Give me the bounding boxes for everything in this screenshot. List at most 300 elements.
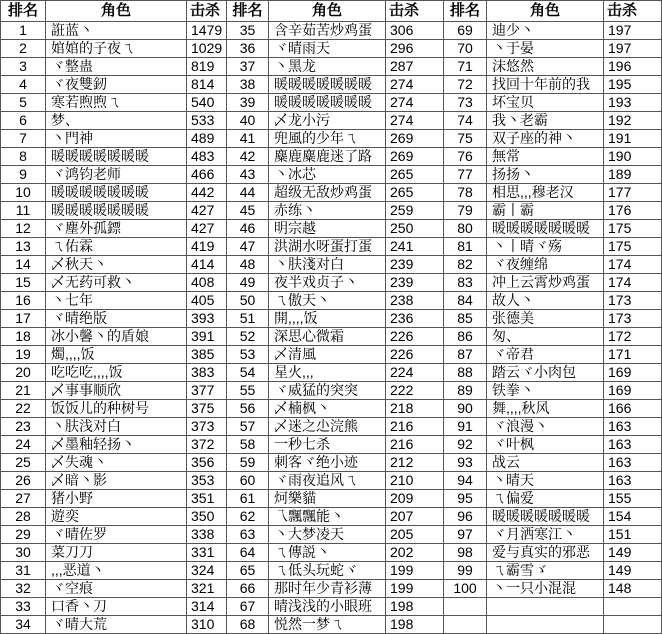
name-cell: ヾ月洒寒江丶	[487, 526, 604, 544]
kills-cell: 819	[187, 58, 227, 76]
rank-cell: 42	[227, 148, 269, 166]
kills-cell: 393	[187, 310, 227, 328]
rank-cell: 47	[227, 238, 269, 256]
header-rank: 排名	[444, 1, 487, 22]
name-cell: 暖暖暖暖暖暖暖	[487, 220, 604, 238]
name-cell: 丶肤浅对白	[46, 418, 187, 436]
kills-cell: 216	[386, 436, 444, 454]
kills-cell: 195	[604, 76, 662, 94]
name-cell: 匆、	[487, 328, 604, 346]
name-cell: ヾ浪漫丶	[487, 418, 604, 436]
name-cell: 霸丨霸	[487, 202, 604, 220]
name-cell: 乄事事顺欣	[46, 382, 187, 400]
name-cell: ,,,恶道丶	[46, 562, 187, 580]
kills-cell: 540	[187, 94, 227, 112]
empty-cell	[604, 616, 662, 634]
rank-cell: 14	[1, 256, 46, 274]
kills-cell: 207	[386, 508, 444, 526]
name-cell: 悦然一梦ㄟ	[269, 616, 386, 634]
kills-cell: 274	[386, 94, 444, 112]
rank-cell: 61	[227, 490, 269, 508]
kills-cell: 310	[187, 616, 227, 634]
rank-cell: 49	[227, 274, 269, 292]
name-cell: ヾ晴雨天	[269, 40, 386, 58]
kills-cell: 226	[386, 328, 444, 346]
rank-cell: 22	[1, 400, 46, 418]
rank-cell: 45	[227, 202, 269, 220]
rank-cell: 55	[227, 382, 269, 400]
rank-cell: 27	[1, 490, 46, 508]
rank-cell: 19	[1, 346, 46, 364]
kills-cell: 174	[604, 274, 662, 292]
table-row	[1, 508, 662, 526]
kills-cell: 274	[386, 76, 444, 94]
header-name: 角色	[487, 1, 604, 22]
rank-cell: 67	[227, 598, 269, 616]
name-cell: 深思心微霜	[269, 328, 386, 346]
kills-cell: 197	[604, 22, 662, 40]
table-row	[1, 544, 662, 562]
kills-cell: 212	[386, 454, 444, 472]
name-cell: 婠婠的子夜ㄟ	[46, 40, 187, 58]
name-cell: 乄墨釉轻扬丶	[46, 436, 187, 454]
name-cell: 無常	[487, 148, 604, 166]
rank-cell: 37	[227, 58, 269, 76]
kills-cell: 196	[604, 58, 662, 76]
rank-cell: 77	[444, 166, 487, 184]
rank-cell: 66	[227, 580, 269, 598]
rank-cell: 44	[227, 184, 269, 202]
name-cell: 战云	[487, 454, 604, 472]
table-row	[1, 202, 662, 220]
kills-cell: 350	[187, 508, 227, 526]
name-cell: 梦、	[46, 112, 187, 130]
rank-cell: 95	[444, 490, 487, 508]
header-kills: 击杀	[386, 1, 444, 22]
table-row	[1, 526, 662, 544]
name-cell: 冲上云霄炒鸡蛋	[487, 274, 604, 292]
header-kills: 击杀	[604, 1, 662, 22]
name-cell: ヾ叶枫	[487, 436, 604, 454]
rank-cell: 5	[1, 94, 46, 112]
rank-cell: 7	[1, 130, 46, 148]
table-row	[1, 454, 662, 472]
rank-cell: 65	[227, 562, 269, 580]
kills-cell: 192	[604, 112, 662, 130]
name-cell: 一秒七杀	[269, 436, 386, 454]
kills-cell: 269	[386, 148, 444, 166]
table-header	[1, 1, 662, 22]
rank-cell: 88	[444, 364, 487, 382]
name-cell: 丶大梦凌天	[269, 526, 386, 544]
table-row	[1, 274, 662, 292]
rank-cell: 56	[227, 400, 269, 418]
rank-cell: 48	[227, 256, 269, 274]
name-cell: ヾ雨夜追风ㄟ	[269, 472, 386, 490]
kills-cell: 148	[604, 580, 662, 598]
rank-cell: 93	[444, 454, 487, 472]
kills-cell: 356	[187, 454, 227, 472]
rank-cell: 68	[227, 616, 269, 634]
kills-cell: 419	[187, 238, 227, 256]
rank-cell: 38	[227, 76, 269, 94]
rank-cell: 69	[444, 22, 487, 40]
kills-cell: 331	[187, 544, 227, 562]
table-row	[1, 238, 662, 256]
table-body	[1, 22, 662, 634]
kills-cell: 466	[187, 166, 227, 184]
rank-cell: 51	[227, 310, 269, 328]
rank-cell: 70	[444, 40, 487, 58]
rank-cell: 12	[1, 220, 46, 238]
kills-cell: 171	[604, 346, 662, 364]
kills-cell: 218	[386, 400, 444, 418]
name-cell: 麋鹿麋鹿迷了路	[269, 148, 386, 166]
kills-cell: 373	[187, 418, 227, 436]
kills-cell: 338	[187, 526, 227, 544]
table-row	[1, 598, 662, 616]
name-cell: 菜刀刀	[46, 544, 187, 562]
name-cell: 乄失魂丶	[46, 454, 187, 472]
rank-cell: 40	[227, 112, 269, 130]
name-cell: ヾ空痕	[46, 580, 187, 598]
header-kills: 击杀	[187, 1, 227, 22]
rank-cell: 31	[1, 562, 46, 580]
kills-cell: 210	[386, 472, 444, 490]
rank-cell: 97	[444, 526, 487, 544]
kills-cell: 149	[604, 544, 662, 562]
kills-cell: 375	[187, 400, 227, 418]
name-cell: 铁拳丶	[487, 382, 604, 400]
kills-cell: 533	[187, 112, 227, 130]
name-cell: 夜半戏贞子丶	[269, 274, 386, 292]
header-rank: 排名	[227, 1, 269, 22]
rank-cell: 17	[1, 310, 46, 328]
name-cell: 暖暖暖暖暖暖暖	[46, 184, 187, 202]
name-cell: 丶七年	[46, 292, 187, 310]
table-row	[1, 256, 662, 274]
name-cell: 饭饭儿的种树号	[46, 400, 187, 418]
rank-cell: 64	[227, 544, 269, 562]
kills-cell: 427	[187, 202, 227, 220]
rank-cell: 89	[444, 382, 487, 400]
name-cell: 猪小野	[46, 490, 187, 508]
table-row	[1, 184, 662, 202]
name-cell: 刺客ヾ绝小迹	[269, 454, 386, 472]
rank-cell: 24	[1, 436, 46, 454]
name-cell: 暖暖暖暖暖暖暖	[487, 508, 604, 526]
kills-cell: 197	[604, 40, 662, 58]
kills-cell: 408	[187, 274, 227, 292]
name-cell: 冰小馨丶的盾娘	[46, 328, 187, 346]
rank-cell: 84	[444, 292, 487, 310]
table-row	[1, 130, 662, 148]
kills-cell: 236	[386, 310, 444, 328]
name-cell: 遊奕	[46, 508, 187, 526]
name-cell: 丶丨晴ヾ殇	[487, 238, 604, 256]
name-cell: 晴浅浅的小眼班	[269, 598, 386, 616]
kills-cell: 483	[187, 148, 227, 166]
rank-cell: 63	[227, 526, 269, 544]
rank-cell: 57	[227, 418, 269, 436]
name-cell: 我丶老霸	[487, 112, 604, 130]
rank-cell: 26	[1, 472, 46, 490]
rank-cell: 25	[1, 454, 46, 472]
kills-cell: 190	[604, 148, 662, 166]
rank-cell: 86	[444, 328, 487, 346]
rank-cell: 35	[227, 22, 269, 40]
rank-cell: 96	[444, 508, 487, 526]
name-cell: ㄟ佑霖	[46, 238, 187, 256]
rank-cell: 18	[1, 328, 46, 346]
kills-cell: 163	[604, 472, 662, 490]
name-cell: 乁飄飄能丶	[269, 508, 386, 526]
name-cell: ㄟ低头玩蛇ヾ	[269, 562, 386, 580]
name-cell: 找回十年前的我	[487, 76, 604, 94]
rank-cell: 73	[444, 94, 487, 112]
name-cell: 丶于晏	[487, 40, 604, 58]
kills-cell: 239	[386, 274, 444, 292]
rank-cell: 72	[444, 76, 487, 94]
rank-cell: 6	[1, 112, 46, 130]
kills-cell: 202	[386, 544, 444, 562]
name-cell: 吃吃吃,,,,饭	[46, 364, 187, 382]
rank-cell: 80	[444, 220, 487, 238]
kills-cell: 265	[386, 166, 444, 184]
rank-cell: 39	[227, 94, 269, 112]
kills-cell: 216	[386, 418, 444, 436]
table-row	[1, 580, 662, 598]
rank-cell: 30	[1, 544, 46, 562]
name-cell: 舞,,,,秋风	[487, 400, 604, 418]
table-row	[1, 112, 662, 130]
kills-cell: 405	[187, 292, 227, 310]
kills-cell: 259	[386, 202, 444, 220]
table-row	[1, 346, 662, 364]
rank-cell: 91	[444, 418, 487, 436]
name-cell: 寒若煦煦ㄟ	[46, 94, 187, 112]
table-row	[1, 490, 662, 508]
kills-cell: 489	[187, 130, 227, 148]
name-cell: 相思,,,穆老汉	[487, 184, 604, 202]
table-row	[1, 328, 662, 346]
name-cell: ㄟ霸雪ゞ	[487, 562, 604, 580]
name-cell: 乄迷之尐浣熊	[269, 418, 386, 436]
name-cell: 暖暖暖暖暖暖暖	[46, 148, 187, 166]
table-row	[1, 400, 662, 418]
kills-cell: 166	[604, 400, 662, 418]
kills-cell: 169	[604, 382, 662, 400]
header-row	[1, 1, 662, 22]
name-cell: 丶冰芯	[269, 166, 386, 184]
table-row	[1, 436, 662, 454]
rank-cell: 16	[1, 292, 46, 310]
name-cell: 暖暖暖暖暖暖暖	[46, 202, 187, 220]
name-cell: 爱与真实的邪恶	[487, 544, 604, 562]
kills-cell: 176	[604, 202, 662, 220]
name-cell: 含辛茹苦炒鸡蛋	[269, 22, 386, 40]
kills-cell: 193	[604, 94, 662, 112]
kills-cell: 174	[604, 256, 662, 274]
table-row	[1, 616, 662, 634]
kills-cell: 163	[604, 454, 662, 472]
rank-cell: 4	[1, 76, 46, 94]
name-cell: 丶一只小混混	[487, 580, 604, 598]
name-cell: 踏云ヾ小肉包	[487, 364, 604, 382]
name-cell: 乄暗丶影	[46, 472, 187, 490]
kills-cell: 383	[187, 364, 227, 382]
name-cell: 张德美	[487, 310, 604, 328]
name-cell: 乄龙小污	[269, 112, 386, 130]
kills-cell: 163	[604, 418, 662, 436]
rank-cell: 23	[1, 418, 46, 436]
name-cell: 坏宝贝	[487, 94, 604, 112]
rank-cell: 99	[444, 562, 487, 580]
name-cell: ㄟ傳説丶	[269, 544, 386, 562]
rank-cell: 43	[227, 166, 269, 184]
name-cell: 迪少丶	[487, 22, 604, 40]
kills-cell: 814	[187, 76, 227, 94]
table-row	[1, 22, 662, 40]
name-cell: ヾ鸿钧老师	[46, 166, 187, 184]
kills-cell: 173	[604, 292, 662, 310]
rank-cell: 59	[227, 454, 269, 472]
rank-cell: 60	[227, 472, 269, 490]
kills-cell: 250	[386, 220, 444, 238]
name-cell: ヾ晴大荒	[46, 616, 187, 634]
name-cell: 開,,,,饭	[269, 310, 386, 328]
name-cell: 扬扬丶	[487, 166, 604, 184]
kills-cell: 287	[386, 58, 444, 76]
rank-cell: 71	[444, 58, 487, 76]
name-cell: ㄟ傲天丶	[269, 292, 386, 310]
rank-cell: 32	[1, 580, 46, 598]
kills-cell: 175	[604, 238, 662, 256]
table-row	[1, 40, 662, 58]
header-name: 角色	[269, 1, 386, 22]
name-cell: 故人丶	[487, 292, 604, 310]
table-row	[1, 418, 662, 436]
table-row	[1, 310, 662, 328]
rank-cell: 46	[227, 220, 269, 238]
name-cell: 赤练丶	[269, 202, 386, 220]
rank-cell: 21	[1, 382, 46, 400]
rank-cell: 54	[227, 364, 269, 382]
rank-cell: 58	[227, 436, 269, 454]
name-cell: ヾ整蛊	[46, 58, 187, 76]
name-cell: ヾ威猛的突突	[269, 382, 386, 400]
rank-cell: 36	[227, 40, 269, 58]
rank-cell: 85	[444, 310, 487, 328]
kills-cell: 205	[386, 526, 444, 544]
empty-cell	[444, 616, 487, 634]
kills-cell: 151	[604, 526, 662, 544]
rank-cell: 76	[444, 148, 487, 166]
kills-cell: 155	[604, 490, 662, 508]
name-cell: 丶晴天	[487, 472, 604, 490]
name-cell: 那时年少青衫薄	[269, 580, 386, 598]
kills-cell: 314	[187, 598, 227, 616]
empty-cell	[487, 616, 604, 634]
kills-cell: 191	[604, 130, 662, 148]
table-row	[1, 166, 662, 184]
rank-cell: 9	[1, 166, 46, 184]
name-cell: ヾ晴绝版	[46, 310, 187, 328]
name-cell: 超级无敌炒鸡蛋	[269, 184, 386, 202]
kills-cell: 189	[604, 166, 662, 184]
name-cell: 丶肤淺对白	[269, 256, 386, 274]
table-row	[1, 220, 662, 238]
rank-cell: 15	[1, 274, 46, 292]
rank-cell: 13	[1, 238, 46, 256]
kills-cell: 199	[386, 562, 444, 580]
rank-cell: 11	[1, 202, 46, 220]
table-row	[1, 58, 662, 76]
name-cell: 誑蓝丶	[46, 22, 187, 40]
header-name: 角色	[46, 1, 187, 22]
kills-cell: 163	[604, 436, 662, 454]
name-cell: 丶黑龙	[269, 58, 386, 76]
kills-cell: 169	[604, 364, 662, 382]
name-cell: 沫悠然	[487, 58, 604, 76]
kills-cell: 265	[386, 184, 444, 202]
empty-cell	[487, 598, 604, 616]
rank-cell: 20	[1, 364, 46, 382]
name-cell: ㄟ偏爱	[487, 490, 604, 508]
kills-cell: 274	[386, 112, 444, 130]
kills-cell: 1479	[187, 22, 227, 40]
table-row	[1, 148, 662, 166]
rank-cell: 74	[444, 112, 487, 130]
rank-cell: 87	[444, 346, 487, 364]
kills-cell: 238	[386, 292, 444, 310]
rank-cell: 62	[227, 508, 269, 526]
name-cell: 口香丶刀	[46, 598, 187, 616]
name-cell: 炣樂貓	[269, 490, 386, 508]
name-cell: 乄清風	[269, 346, 386, 364]
kills-cell: 414	[187, 256, 227, 274]
kills-cell: 239	[386, 256, 444, 274]
rank-cell: 100	[444, 580, 487, 598]
kills-cell: 172	[604, 328, 662, 346]
name-cell: 暖暖暖暖暖暖暖	[269, 94, 386, 112]
kills-cell: 442	[187, 184, 227, 202]
rank-cell: 2	[1, 40, 46, 58]
rank-cell: 8	[1, 148, 46, 166]
table-row	[1, 292, 662, 310]
name-cell: 乄楠枫丶	[269, 400, 386, 418]
rank-cell: 34	[1, 616, 46, 634]
empty-cell	[604, 598, 662, 616]
kills-cell: 198	[386, 616, 444, 634]
kills-cell: 269	[386, 130, 444, 148]
rank-cell: 82	[444, 256, 487, 274]
name-cell: 燭,,,,饭	[46, 346, 187, 364]
rank-cell: 94	[444, 472, 487, 490]
kills-cell: 351	[187, 490, 227, 508]
kills-cell: 427	[187, 220, 227, 238]
name-cell: ヾ夜雙釰	[46, 76, 187, 94]
kills-cell: 149	[604, 562, 662, 580]
kills-cell: 209	[386, 490, 444, 508]
name-cell: ヾ塵外孤鏢	[46, 220, 187, 238]
name-cell: ヾ帝君	[487, 346, 604, 364]
kills-cell: 321	[187, 580, 227, 598]
name-cell: 星火,,,	[269, 364, 386, 382]
name-cell: ヾ夜缠绵	[487, 256, 604, 274]
header-rank: 排名	[1, 1, 46, 22]
name-cell: 双子座的神丶	[487, 130, 604, 148]
